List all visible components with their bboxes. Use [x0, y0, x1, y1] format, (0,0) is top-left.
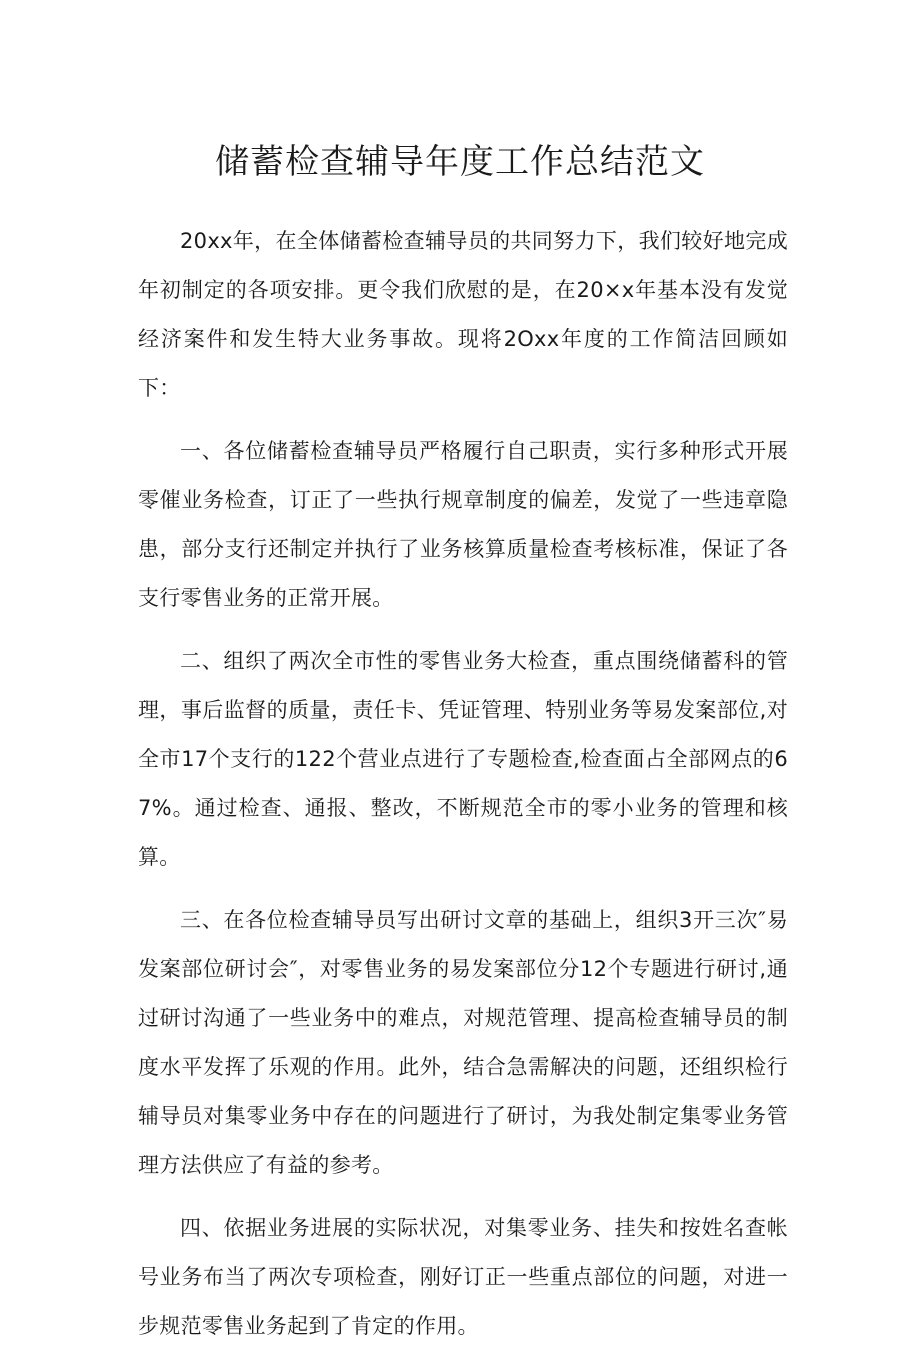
paragraph-item-1: 一、各位储蓄检查辅导员严格履行自己职责，实行多种形式开展零催业务检查，订正了一些执行规章制度的偏差，发觉了一些违章隐患，部分支行还制定并执行了业务核算质量检查考核标准，保证了各支行零售业务的正常开展。: [138, 439, 788, 610]
document-title: 储蓄检查辅导年度工作总结范文: [215, 142, 705, 182]
paragraph-intro: 20xx年，在全体储蓄检查辅导员的共同努力下，我们较好地完成年初制定的各项安排。更令我们欣慰的是，在20×x年基本没有发觉经济案件和发生特大业务事故。现将2Oxx年度的工作简洁回顾如下：: [138, 229, 788, 400]
paragraph-item-3: 三、在各位检查辅导员写出研讨文章的基础上，组织3开三次″易发案部位研讨会″，对零售业务的易发案部位分12个专题进行研讨,通过研讨沟通了一些业务中的难点，对规范管理、提高检查辅导员的制度水平发挥了乐观的作用。此外，结合急需解决的问题，还组织检行辅导员对集零业务中存在的问题进行了研讨，为我处制定集零业务管理方法供应了有益的参考。: [138, 908, 788, 1177]
paragraph-item-4: 四、依据业务进展的实际状况，对集零业务、挂失和按姓名查帐号业务布当了两次专项检查，刚好订正一些重点部位的问题，对进一步规范零售业务起到了肯定的作用。: [138, 1216, 788, 1338]
document-body: [138, 217, 788, 1365]
paragraph-item-2: 二、组织了两次全市性的零售业务大检查，重点围绕储蓄科的管理，事后监督的质量，责任卡、凭证管理、特别业务等易发案部位,对全市17个支行的122个营业点进行了专题检查,检查面占全部网点的67%。通过检查、通报、整改，不断规范全市的零小业务的管理和核算。: [138, 649, 788, 869]
